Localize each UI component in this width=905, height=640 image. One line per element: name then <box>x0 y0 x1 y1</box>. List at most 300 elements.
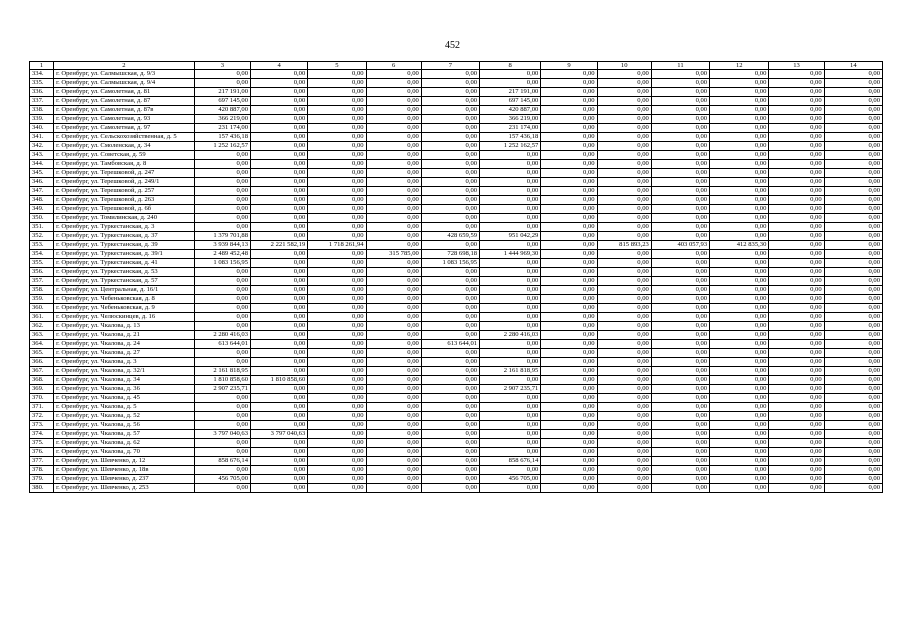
value-cell: 697 145,00 <box>194 97 250 106</box>
value-cell: 0,00 <box>194 421 250 430</box>
value-cell: 0,00 <box>824 115 882 124</box>
value-cell: 0,00 <box>421 88 479 97</box>
row-number: 339. <box>30 115 54 124</box>
table-row <box>30 430 883 439</box>
value-cell: 0,00 <box>308 295 366 304</box>
column-header: 6 <box>366 62 421 70</box>
address-cell: г. Оренбург, ул. Тамбовская, д. 8 <box>54 160 195 169</box>
row-number: 355. <box>30 259 54 268</box>
value-cell: 0,00 <box>769 340 824 349</box>
value-cell: 0,00 <box>366 430 421 439</box>
address-cell: г. Оренбург, ул. Чкалова, д. 56 <box>54 421 195 430</box>
value-cell: 0,00 <box>421 286 479 295</box>
row-number: 362. <box>30 322 54 331</box>
row-number: 380. <box>30 484 54 493</box>
value-cell: 0,00 <box>366 286 421 295</box>
value-cell: 0,00 <box>597 133 651 142</box>
value-cell: 0,00 <box>480 313 541 322</box>
value-cell: 0,00 <box>769 151 824 160</box>
value-cell: 0,00 <box>541 241 597 250</box>
value-cell: 0,00 <box>366 394 421 403</box>
value-cell: 0,00 <box>421 430 479 439</box>
value-cell: 0,00 <box>308 448 366 457</box>
address-cell: г. Оренбург, ул. Чкалова, д. 13 <box>54 322 195 331</box>
value-cell: 0,00 <box>824 331 882 340</box>
value-cell: 0,00 <box>251 223 308 232</box>
value-cell: 0,00 <box>251 322 308 331</box>
value-cell: 0,00 <box>824 241 882 250</box>
value-cell: 0,00 <box>366 79 421 88</box>
value-cell: 0,00 <box>308 250 366 259</box>
value-cell: 0,00 <box>251 304 308 313</box>
value-cell: 0,00 <box>541 421 597 430</box>
value-cell: 0,00 <box>651 286 709 295</box>
value-cell: 0,00 <box>308 286 366 295</box>
value-cell: 0,00 <box>710 250 769 259</box>
value-cell: 0,00 <box>480 277 541 286</box>
value-cell: 231 174,00 <box>480 124 541 133</box>
value-cell: 0,00 <box>651 349 709 358</box>
value-cell: 0,00 <box>710 124 769 133</box>
value-cell: 0,00 <box>710 178 769 187</box>
value-cell: 0,00 <box>308 304 366 313</box>
value-cell: 0,00 <box>651 124 709 133</box>
value-cell: 0,00 <box>541 295 597 304</box>
address-cell: г. Оренбург, ул. Терешковой, д. 257 <box>54 187 195 196</box>
address-cell: г. Оренбург, ул. Томилинская, д. 240 <box>54 214 195 223</box>
value-cell: 0,00 <box>710 313 769 322</box>
table-row <box>30 187 883 196</box>
table-row <box>30 376 883 385</box>
value-cell: 0,00 <box>710 403 769 412</box>
value-cell: 0,00 <box>251 286 308 295</box>
value-cell: 0,00 <box>308 475 366 484</box>
address-cell: г. Оренбург, ул. Чебеньковская, д. 8 <box>54 295 195 304</box>
row-number: 356. <box>30 268 54 277</box>
value-cell: 0,00 <box>651 367 709 376</box>
value-cell: 0,00 <box>194 151 250 160</box>
address-cell: г. Оренбург, ул. Чкалова, д. 32/1 <box>54 367 195 376</box>
value-cell: 0,00 <box>824 457 882 466</box>
value-cell: 0,00 <box>769 70 824 79</box>
value-cell: 0,00 <box>597 475 651 484</box>
value-cell: 0,00 <box>421 412 479 421</box>
value-cell: 0,00 <box>251 70 308 79</box>
value-cell: 0,00 <box>251 448 308 457</box>
value-cell: 0,00 <box>421 205 479 214</box>
value-cell: 0,00 <box>251 250 308 259</box>
value-cell: 0,00 <box>421 124 479 133</box>
value-cell: 0,00 <box>308 403 366 412</box>
value-cell: 0,00 <box>251 439 308 448</box>
value-cell: 0,00 <box>480 421 541 430</box>
value-cell: 0,00 <box>651 178 709 187</box>
value-cell: 0,00 <box>541 484 597 493</box>
value-cell: 951 042,29 <box>480 232 541 241</box>
value-cell: 0,00 <box>824 394 882 403</box>
value-cell: 0,00 <box>480 466 541 475</box>
value-cell: 0,00 <box>251 394 308 403</box>
value-cell: 217 191,00 <box>480 88 541 97</box>
value-cell: 0,00 <box>541 385 597 394</box>
value-cell: 0,00 <box>480 70 541 79</box>
column-header: 3 <box>194 62 250 70</box>
value-cell: 0,00 <box>366 466 421 475</box>
value-cell: 0,00 <box>308 205 366 214</box>
value-cell: 0,00 <box>421 196 479 205</box>
value-cell: 0,00 <box>541 115 597 124</box>
row-number: 341. <box>30 133 54 142</box>
address-cell: г. Оренбург, ул. Салмышская, д. 9/3 <box>54 70 195 79</box>
value-cell: 0,00 <box>824 403 882 412</box>
address-cell: г. Оренбург, ул. Чкалова, д. 34 <box>54 376 195 385</box>
table-row <box>30 439 883 448</box>
value-cell: 0,00 <box>194 394 250 403</box>
value-cell: 0,00 <box>366 313 421 322</box>
row-number: 353. <box>30 241 54 250</box>
address-cell: г. Оренбург, ул. Чкалова, д. 70 <box>54 448 195 457</box>
value-cell: 0,00 <box>597 340 651 349</box>
value-cell: 0,00 <box>651 259 709 268</box>
value-cell: 0,00 <box>597 187 651 196</box>
table-row <box>30 475 883 484</box>
value-cell: 0,00 <box>421 385 479 394</box>
table-row <box>30 367 883 376</box>
address-cell: г. Оренбург, ул. Самолетная, д. 97 <box>54 124 195 133</box>
value-cell: 0,00 <box>769 457 824 466</box>
value-cell: 0,00 <box>597 466 651 475</box>
value-cell: 0,00 <box>710 106 769 115</box>
address-cell: г. Оренбург, ул. Чкалова, д. 45 <box>54 394 195 403</box>
address-cell: г. Оренбург, ул. Чкалова, д. 57 <box>54 430 195 439</box>
value-cell: 0,00 <box>366 160 421 169</box>
value-cell: 403 057,93 <box>651 241 709 250</box>
value-cell: 2 161 818,95 <box>194 367 250 376</box>
row-number: 371. <box>30 403 54 412</box>
value-cell: 0,00 <box>480 349 541 358</box>
value-cell: 0,00 <box>824 124 882 133</box>
value-cell: 0,00 <box>651 115 709 124</box>
value-cell: 0,00 <box>824 367 882 376</box>
value-cell: 0,00 <box>824 79 882 88</box>
value-cell: 0,00 <box>824 205 882 214</box>
value-cell: 0,00 <box>769 232 824 241</box>
value-cell: 0,00 <box>541 430 597 439</box>
value-cell: 0,00 <box>308 484 366 493</box>
value-cell: 0,00 <box>769 178 824 187</box>
row-number: 360. <box>30 304 54 313</box>
value-cell: 0,00 <box>710 286 769 295</box>
row-number: 348. <box>30 196 54 205</box>
value-cell: 0,00 <box>421 394 479 403</box>
table-row <box>30 349 883 358</box>
value-cell: 0,00 <box>308 376 366 385</box>
value-cell: 0,00 <box>710 160 769 169</box>
row-number: 372. <box>30 412 54 421</box>
value-cell: 315 785,00 <box>366 250 421 259</box>
value-cell: 157 436,18 <box>480 133 541 142</box>
value-cell: 0,00 <box>597 367 651 376</box>
value-cell: 0,00 <box>541 412 597 421</box>
value-cell: 0,00 <box>366 448 421 457</box>
value-cell: 0,00 <box>366 178 421 187</box>
value-cell: 0,00 <box>651 106 709 115</box>
row-number: 334. <box>30 70 54 79</box>
address-cell: г. Оренбург, ул. Туркестанская, д. 41 <box>54 259 195 268</box>
value-cell: 0,00 <box>480 484 541 493</box>
value-cell: 0,00 <box>597 151 651 160</box>
value-cell: 0,00 <box>480 322 541 331</box>
value-cell: 0,00 <box>769 196 824 205</box>
value-cell: 1 083 156,95 <box>194 259 250 268</box>
row-number: 369. <box>30 385 54 394</box>
value-cell: 0,00 <box>366 259 421 268</box>
value-cell: 0,00 <box>251 115 308 124</box>
value-cell: 0,00 <box>480 187 541 196</box>
value-cell: 0,00 <box>366 376 421 385</box>
value-cell: 0,00 <box>769 88 824 97</box>
value-cell: 0,00 <box>769 286 824 295</box>
value-cell: 0,00 <box>480 430 541 439</box>
value-cell: 0,00 <box>710 304 769 313</box>
value-cell: 0,00 <box>480 196 541 205</box>
value-cell: 0,00 <box>251 97 308 106</box>
value-cell: 0,00 <box>308 331 366 340</box>
value-cell: 2 907 235,71 <box>480 385 541 394</box>
value-cell: 0,00 <box>824 97 882 106</box>
value-cell: 0,00 <box>651 313 709 322</box>
value-cell: 0,00 <box>710 133 769 142</box>
value-cell: 0,00 <box>651 430 709 439</box>
table-row <box>30 286 883 295</box>
value-cell: 0,00 <box>421 331 479 340</box>
value-cell: 0,00 <box>597 205 651 214</box>
value-cell: 0,00 <box>366 142 421 151</box>
value-cell: 0,00 <box>597 430 651 439</box>
table-row <box>30 97 883 106</box>
value-cell: 0,00 <box>651 457 709 466</box>
value-cell: 0,00 <box>251 358 308 367</box>
value-cell: 0,00 <box>710 79 769 88</box>
value-cell: 0,00 <box>597 286 651 295</box>
value-cell: 0,00 <box>769 331 824 340</box>
value-cell: 0,00 <box>194 358 250 367</box>
value-cell: 0,00 <box>366 268 421 277</box>
value-cell: 0,00 <box>308 349 366 358</box>
value-cell: 0,00 <box>710 115 769 124</box>
value-cell: 0,00 <box>597 358 651 367</box>
value-cell: 0,00 <box>194 196 250 205</box>
table-row <box>30 133 883 142</box>
row-number: 345. <box>30 169 54 178</box>
row-number: 368. <box>30 376 54 385</box>
value-cell: 0,00 <box>480 151 541 160</box>
value-cell: 0,00 <box>251 88 308 97</box>
value-cell: 0,00 <box>251 403 308 412</box>
value-cell: 0,00 <box>251 160 308 169</box>
value-cell: 0,00 <box>597 268 651 277</box>
value-cell: 0,00 <box>421 241 479 250</box>
value-cell: 0,00 <box>480 295 541 304</box>
value-cell: 0,00 <box>251 187 308 196</box>
value-cell: 0,00 <box>366 223 421 232</box>
value-cell: 0,00 <box>421 142 479 151</box>
value-cell: 0,00 <box>597 160 651 169</box>
value-cell: 0,00 <box>769 223 824 232</box>
column-header: 11 <box>651 62 709 70</box>
value-cell: 428 659,59 <box>421 232 479 241</box>
value-cell: 0,00 <box>824 322 882 331</box>
column-header: 4 <box>251 62 308 70</box>
value-cell: 0,00 <box>824 160 882 169</box>
value-cell: 0,00 <box>710 259 769 268</box>
value-cell: 0,00 <box>251 232 308 241</box>
value-cell: 0,00 <box>480 304 541 313</box>
value-cell: 0,00 <box>421 79 479 88</box>
value-cell: 366 219,00 <box>194 115 250 124</box>
value-cell: 0,00 <box>824 133 882 142</box>
address-cell: г. Оренбург, ул. Чкалова, д. 36 <box>54 385 195 394</box>
address-cell: г. Оренбург, ул. Чкалова, д. 3 <box>54 358 195 367</box>
value-cell: 0,00 <box>421 223 479 232</box>
table-row <box>30 79 883 88</box>
column-header: 8 <box>480 62 541 70</box>
value-cell: 0,00 <box>251 196 308 205</box>
value-cell: 0,00 <box>651 331 709 340</box>
value-cell: 858 676,14 <box>194 457 250 466</box>
value-cell: 0,00 <box>824 259 882 268</box>
value-cell: 0,00 <box>251 178 308 187</box>
value-cell: 0,00 <box>769 124 824 133</box>
table-row <box>30 88 883 97</box>
value-cell: 0,00 <box>251 169 308 178</box>
row-number: 377. <box>30 457 54 466</box>
value-cell: 412 835,30 <box>710 241 769 250</box>
value-cell: 0,00 <box>769 448 824 457</box>
value-cell: 0,00 <box>421 151 479 160</box>
value-cell: 456 705,00 <box>194 475 250 484</box>
table-row <box>30 214 883 223</box>
value-cell: 0,00 <box>824 277 882 286</box>
value-cell: 0,00 <box>597 421 651 430</box>
row-number: 370. <box>30 394 54 403</box>
value-cell: 0,00 <box>824 484 882 493</box>
value-cell: 0,00 <box>597 169 651 178</box>
value-cell: 0,00 <box>541 196 597 205</box>
value-cell: 0,00 <box>308 430 366 439</box>
value-cell: 0,00 <box>541 250 597 259</box>
value-cell: 0,00 <box>769 439 824 448</box>
value-cell: 0,00 <box>366 457 421 466</box>
value-cell: 0,00 <box>541 79 597 88</box>
address-cell: г. Оренбург, ул. Туркестанская, д. 39 <box>54 241 195 250</box>
row-number: 346. <box>30 178 54 187</box>
value-cell: 0,00 <box>251 421 308 430</box>
value-cell: 0,00 <box>710 448 769 457</box>
value-cell: 0,00 <box>541 259 597 268</box>
value-cell: 2 489 452,48 <box>194 250 250 259</box>
value-cell: 0,00 <box>541 178 597 187</box>
value-cell: 0,00 <box>366 232 421 241</box>
value-cell: 0,00 <box>366 304 421 313</box>
value-cell: 0,00 <box>769 394 824 403</box>
value-cell: 0,00 <box>710 394 769 403</box>
value-cell: 0,00 <box>480 259 541 268</box>
address-cell: г. Оренбург, ул. Терешковой, д. 249/1 <box>54 178 195 187</box>
value-cell: 0,00 <box>710 142 769 151</box>
address-cell: г. Оренбург, ул. Терешковой, д. 263 <box>54 196 195 205</box>
value-cell: 0,00 <box>597 223 651 232</box>
value-cell: 0,00 <box>651 340 709 349</box>
value-cell: 0,00 <box>769 313 824 322</box>
value-cell: 0,00 <box>824 70 882 79</box>
value-cell: 0,00 <box>308 340 366 349</box>
value-cell: 0,00 <box>710 223 769 232</box>
address-cell: г. Оренбург, ул. Самолетная, д. 93 <box>54 115 195 124</box>
value-cell: 0,00 <box>541 349 597 358</box>
value-cell: 0,00 <box>710 169 769 178</box>
value-cell: 0,00 <box>824 178 882 187</box>
value-cell: 0,00 <box>194 205 250 214</box>
table-row <box>30 421 883 430</box>
value-cell: 0,00 <box>541 394 597 403</box>
value-cell: 0,00 <box>824 421 882 430</box>
address-cell: г. Оренбург, ул. Шевченко, д. 237 <box>54 475 195 484</box>
value-cell: 0,00 <box>366 214 421 223</box>
value-cell: 0,00 <box>421 268 479 277</box>
value-cell: 0,00 <box>541 124 597 133</box>
row-number: 338. <box>30 106 54 115</box>
value-cell: 697 145,00 <box>480 97 541 106</box>
table-row <box>30 250 883 259</box>
value-cell: 0,00 <box>710 205 769 214</box>
value-cell: 0,00 <box>710 475 769 484</box>
value-cell: 0,00 <box>710 331 769 340</box>
value-cell: 0,00 <box>824 448 882 457</box>
value-cell: 0,00 <box>251 475 308 484</box>
value-cell: 0,00 <box>541 358 597 367</box>
value-cell: 0,00 <box>597 376 651 385</box>
value-cell: 0,00 <box>597 178 651 187</box>
value-cell: 0,00 <box>710 430 769 439</box>
table-row <box>30 322 883 331</box>
value-cell: 0,00 <box>366 187 421 196</box>
value-cell: 0,00 <box>366 196 421 205</box>
value-cell: 0,00 <box>769 268 824 277</box>
value-cell: 0,00 <box>480 358 541 367</box>
value-cell: 0,00 <box>421 115 479 124</box>
address-cell: г. Оренбург, ул. Советская, д. 59 <box>54 151 195 160</box>
value-cell: 0,00 <box>308 88 366 97</box>
address-cell: г. Оренбург, ул. Туркестанская, д. 37 <box>54 232 195 241</box>
value-cell: 0,00 <box>541 160 597 169</box>
value-cell: 0,00 <box>597 331 651 340</box>
table-row <box>30 151 883 160</box>
value-cell: 0,00 <box>366 322 421 331</box>
value-cell: 0,00 <box>366 403 421 412</box>
value-cell: 0,00 <box>421 457 479 466</box>
row-number: 379. <box>30 475 54 484</box>
address-cell: г. Оренбург, ул. Чкалова, д. 27 <box>54 349 195 358</box>
column-header: 10 <box>597 62 651 70</box>
value-cell: 0,00 <box>194 286 250 295</box>
value-cell: 0,00 <box>541 205 597 214</box>
table-row <box>30 223 883 232</box>
value-cell: 0,00 <box>710 367 769 376</box>
address-cell: г. Оренбург, ул. Чебеньковская, д. 9 <box>54 304 195 313</box>
value-cell: 0,00 <box>597 196 651 205</box>
value-cell: 0,00 <box>710 340 769 349</box>
